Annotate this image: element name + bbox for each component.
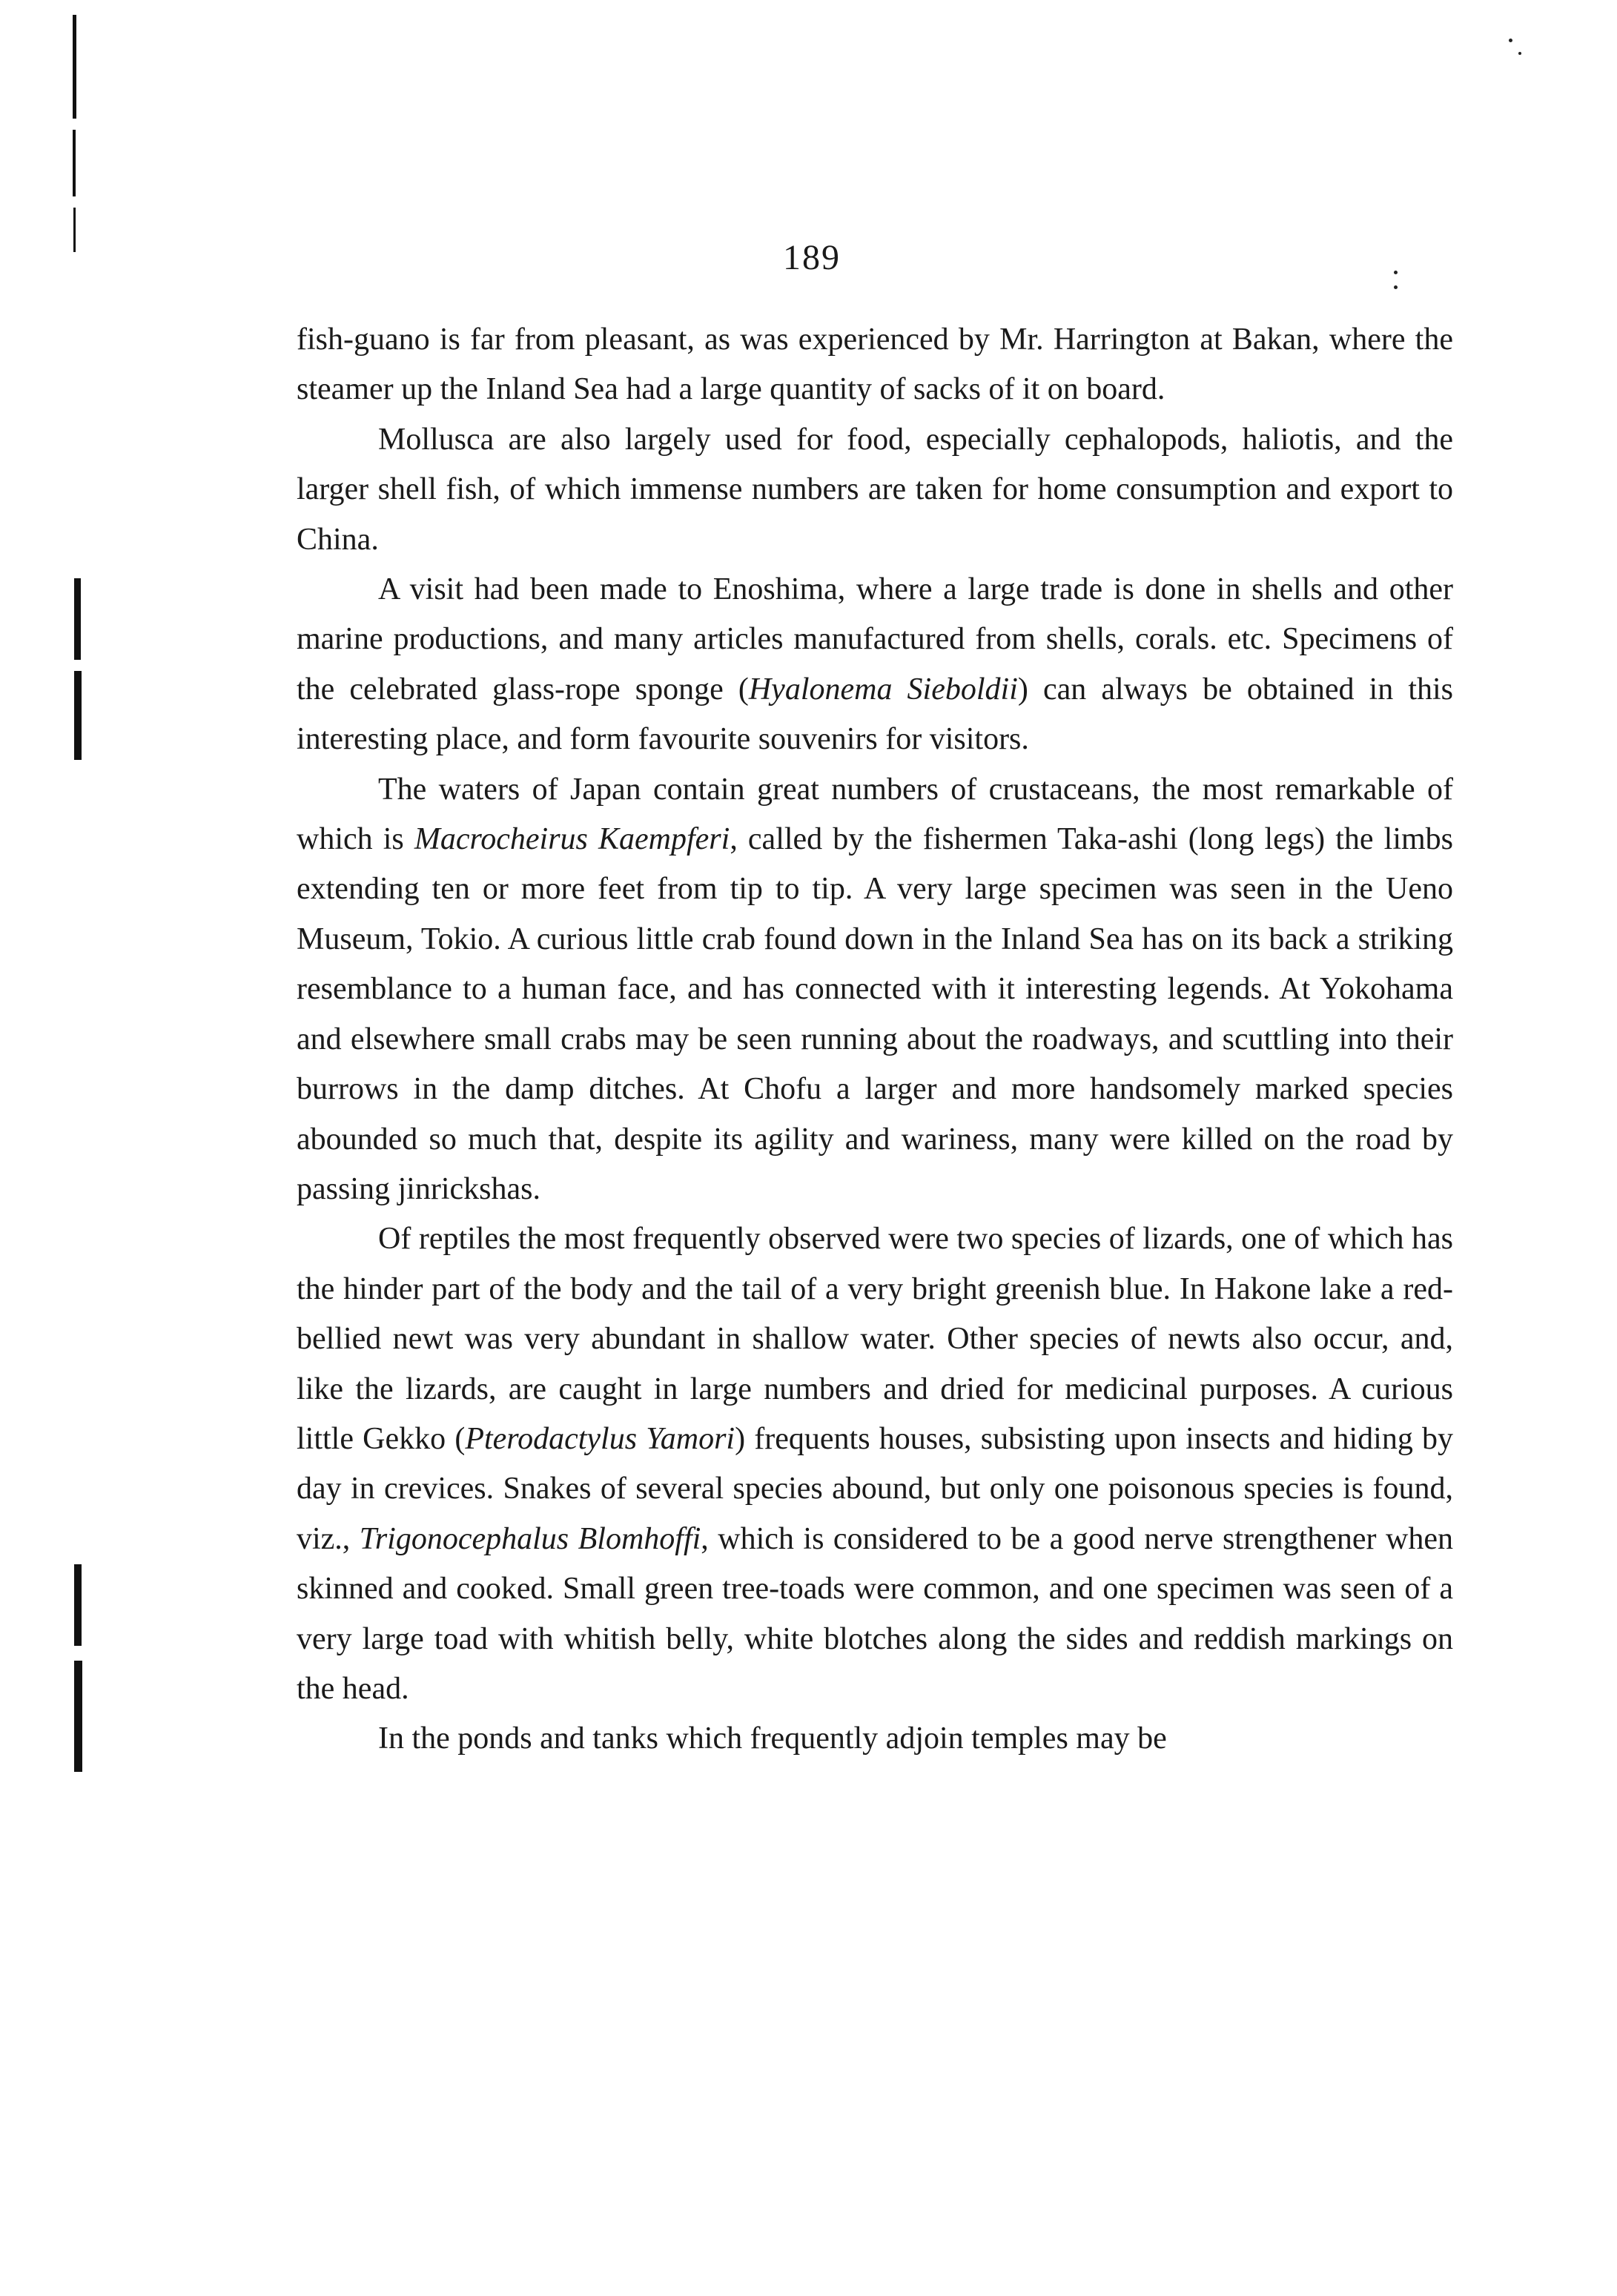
paragraph — [297, 565, 1453, 765]
species-name: Pterodactylus Yamori — [465, 1421, 735, 1456]
paragraph-text: The waters of Japan contain great numbers of crustaceans, the most remarkable of which is — [297, 772, 1453, 857]
paragraph — [297, 1714, 1453, 1764]
paragraph-text: ) can always be obtained in this interesting place, and form favourite souvenirs for visitors. — [297, 672, 1454, 757]
species-name: Trigonocephalus Blomhoffi — [359, 1521, 701, 1556]
scan-artifact — [74, 1661, 82, 1772]
paragraph — [297, 1214, 1453, 1714]
scan-artifact — [73, 15, 76, 119]
paragraph-text: fish-guano is far from pleasant, as was experienced by Mr. Harrington at Bakan, where the steamer up the Inland Sea had a large quantity of sacks of it on board. — [297, 322, 1453, 407]
paragraph — [297, 765, 1453, 1215]
paragraph-text: , which is considered to be a good nerve strengthener when skinned and cooked. Small green tree-toads were common, and one specimen was seen of a very large toad with whitish belly, white blotches along the sides and reddish markings on the head. — [297, 1521, 1453, 1706]
scan-speck — [1394, 271, 1398, 274]
scan-artifact — [74, 1564, 82, 1646]
scan-speck — [1509, 39, 1512, 42]
page-number: 189 — [783, 238, 841, 277]
scan-speck — [1394, 285, 1398, 289]
paragraph-text: ) frequents houses, subsisting upon insects and hiding by day in crevices. Snakes of several species abound, but only one poisonous species is found, viz., — [297, 1421, 1454, 1556]
scan-speck — [1518, 52, 1521, 55]
paragraph-text: Mollusca are also largely used for food, especially cephalopods, haliotis, and the larger shell fish, of which immense numbers are taken for home consumption and export to China. — [297, 422, 1453, 557]
species-name: Macrocheirus Kaempferi — [414, 822, 730, 857]
paragraph — [297, 315, 1453, 415]
scan-artifact — [74, 671, 82, 760]
scan-artifact — [74, 578, 81, 660]
scan-artifact — [73, 208, 76, 252]
paragraph-text: A visit had been made to Enoshima, where a large trade is done in shells and other marine productions, and many articles manufactured from shells, corals. etc. Specimens of the celebrated glass-rope sponge ( — [297, 572, 1453, 707]
scan-artifact — [73, 130, 76, 196]
paragraph-text: In the ponds and tanks which frequently adjoin temples may be — [378, 1721, 1167, 1756]
paragraph-text: , called by the fishermen Taka-ashi (long legs) the limbs extending ten or more feet from tip to tip. A very large specimen was seen in the Ueno Museum, Tokio. A curious little crab found down in the Inland Sea has on its back a striking resemblance to a human face, and has connected with it interesting legends. At Yokohama and elsewhere small crabs may be seen running about the roadways, and scuttling into their burrows in the damp ditches. At Chofu a larger and more handsomely marked species abounded so much that, despite its agility and wariness, many were killed on the road by passing jinrickshas. — [297, 822, 1454, 1206]
body-text — [297, 315, 1453, 1764]
species-name: Hyalonema Sieboldii — [748, 672, 1018, 707]
paragraph-text: Of reptiles the most frequently observed were two species of lizards, one of which has the hinder part of the body and the tail of a very bright greenish blue. In Hakone lake a red-bellied newt was very abundant in shallow water. Other species of newts also occur, and, like the lizards, are caught in large numbers and dried for medicinal purposes. A curious little Gekko ( — [297, 1222, 1453, 1456]
paragraph — [297, 415, 1453, 565]
